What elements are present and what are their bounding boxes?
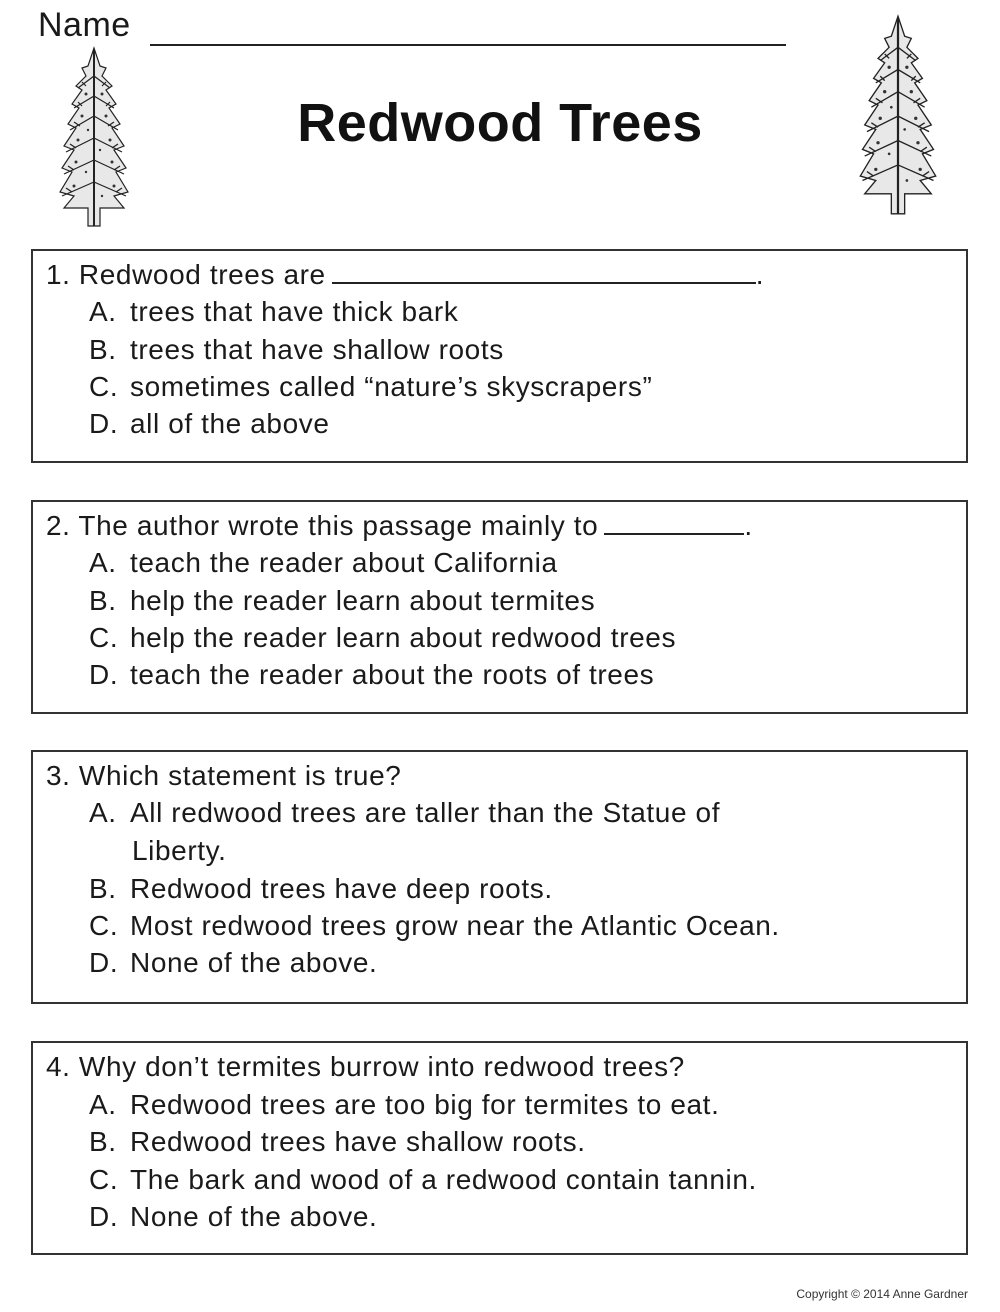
option-1b[interactable]: B. trees that have shallow roots [89,334,504,365]
page-title: Redwood Trees [297,93,703,153]
question-box-2 [31,500,968,714]
option-3a[interactable]: A. All redwood trees are taller than the Statue of [89,797,721,828]
name-input-line[interactable] [150,44,786,46]
option-4b[interactable]: B. Redwood trees have shallow roots. [89,1126,586,1157]
option-1d[interactable]: D. all of the above [89,408,330,439]
question-box-3 [31,750,968,1004]
option-3a-continuation: Liberty. [132,835,227,866]
question-box-1 [31,249,968,463]
name-label: Name [38,6,131,44]
option-2a[interactable]: A. teach the reader about California [89,547,558,578]
option-2c[interactable]: C. help the reader learn about redwood trees [89,622,677,653]
option-3c[interactable]: C. Most redwood trees grow near the Atlantic Ocean. [89,910,780,941]
question-box-4 [31,1041,968,1255]
option-1a[interactable]: A. trees that have thick bark [89,296,459,327]
option-1c[interactable]: C. sometimes called “nature’s skyscrapers” [89,371,653,402]
option-3d[interactable]: D. None of the above. [89,947,378,978]
question-stem-4: 4. Why don’t termites burrow into redwood trees? [46,1051,685,1082]
option-2d[interactable]: D. teach the reader about the roots of trees [89,659,655,690]
answer-blank[interactable] [332,260,756,284]
option-4d[interactable]: D. None of the above. [89,1201,378,1232]
copyright-notice: Copyright © 2014 Anne Gardner [796,1287,968,1301]
answer-blank[interactable] [604,511,744,535]
question-stem-1: 1. Redwood trees are . [46,259,765,290]
option-3b[interactable]: B. Redwood trees have deep roots. [89,873,553,904]
question-stem-2: 2. The author wrote this passage mainly to . [46,510,753,541]
question-stem-3: 3. Which statement is true? [46,760,402,791]
option-4a[interactable]: A. Redwood trees are too big for termites to eat. [89,1089,720,1120]
option-4c[interactable]: C. The bark and wood of a redwood contain tannin. [89,1164,757,1195]
option-2b[interactable]: B. help the reader learn about termites [89,585,596,616]
